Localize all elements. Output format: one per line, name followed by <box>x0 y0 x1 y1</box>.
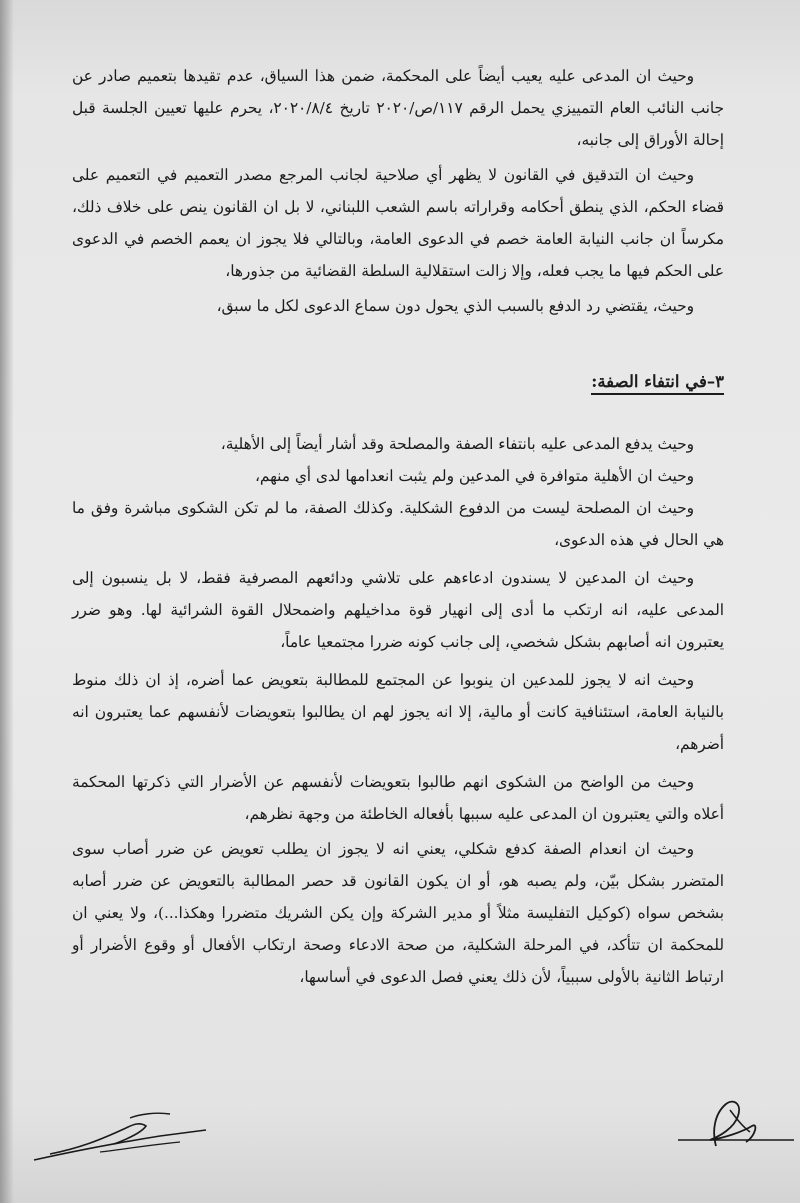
paragraph-public-prosecution: وحيث انه لا يجوز للمدعين ان ينوبوا عن المجتمع للمطالبة بتعويض عما أضره، إذ ان ذلك منوط بالنيابة العامة، استئنافية كانت أو مالية، إلا انه يجوز لهم ان يطالبوا بتعويضات لأنفسهم عما يعتبرون انه أضرهم، <box>72 671 724 753</box>
section-heading-text: ٣–في انتفاء الصفة: <box>591 372 724 395</box>
paragraph-lack-of-standing: وحيث ان انعدام الصفة كدفع شكلي، يعني انه لا يجوز ان يطلب تعويض عن ضرر أصاب سوى المتضرر بشكل بيّن، ولم يصبه هو، أو ان يكون القانون قد حصر المطالبة بالتعويض عن ضرر أصابه بشخص سواه (كوكيل التفليسة مثلاً أو مدير الشركة وإن يكن الشريك متضررا وهكذا...)، ولا يعني ان للمحكمة ان تتأكد، في المرحلة الشكلية، من صحة الادعاء وصحة ارتكاب الأفعال أو وقوع الأضرار أو ارتباط الثانية بالأولى سببياً، لأن ذلك يعني فصل الدعوى في أساسها، <box>72 840 724 986</box>
paragraph-reject-defense: وحيث، يقتضي رد الدفع بالسبب الذي يحول دون سماع الدعوى لكل ما سبق، <box>216 297 694 315</box>
paragraph-plaintiffs-claims: وحيث ان المدعين لا يسندون ادعاءهم على تلاشي ودائعهم المصرفية فقط، لا بل ينسبون إلى المدعى عليه، انه ارتكب ما أدى إلى انهيار قوة مداخيلهم واضمحلال القوة الشرائية لها. وهو ضرر يعتبرون انه أصابهم بشكل شخصي، إلى جانب كونه ضررا مجتمعيا عاماً، <box>72 569 724 651</box>
paragraph-law-review: وحيث ان التدقيق في القانون لا يظهر أي صلاحية لجانب المرجع مصدر التعميم في التعميم على قضاء الحكم، الذي ينطق أحكامه وقراراته باسم الشعب اللبناني، لا بل ان القانون ينص على خلاف ذلك، مكرساً ان جانب النيابة العامة خصم في الدعوى العامة، وبالتالي فلا يجوز ان يعمم الخصم في الدعوى على الحكم فيها ما يجب فعله، وإلا زالت استقلالية السلطة القضائية من جذورها، <box>72 166 724 280</box>
paragraph-capacity-defense: وحيث يدفع المدعى عليه بانتفاء الصفة والمصلحة وقد أشار أيضاً إلى الأهلية، <box>220 435 694 453</box>
paragraph-interest-not-formal: وحيث ان المصلحة ليست من الدفوع الشكلية. وكذلك الصفة، ما لم تكن الشكوى مباشرة وفق ما هي الحال في هذه الدعوى، <box>72 499 724 549</box>
document-body <box>72 60 724 993</box>
paragraph-compensation-claims: وحيث من الواضح من الشكوى انهم طالبوا بتعويضات لأنفسهم عن الأضرار التي ذكرتها المحكمة أعلاه والتي يعتبرون ان المدعى عليه سببها بأفعاله الخاطئة من وجهة نظرهم، <box>72 773 724 823</box>
paragraph-legal-capacity: وحيث ان الأهلية متوافرة في المدعين ولم يثبت انعدامها لدى أي منهم، <box>254 467 694 485</box>
handwritten-initials-icon <box>676 1096 796 1156</box>
paragraph-prosecutor-circular: وحيث ان المدعى عليه يعيب أيضاً على المحكمة، ضمن هذا السياق، عدم تقيدها بتعميم صادر عن جانب النائب العام التمييزي يحمل الرقم ١١٧/ص/٢٠٢٠ تاريخ ٢٠٢٠/٨/٤، يحرم عليها تعيين الجلسة قبل إحالة الأوراق إلى جانبه، <box>72 67 724 149</box>
handwritten-signature-icon <box>30 1108 210 1168</box>
section-heading <box>72 366 724 398</box>
